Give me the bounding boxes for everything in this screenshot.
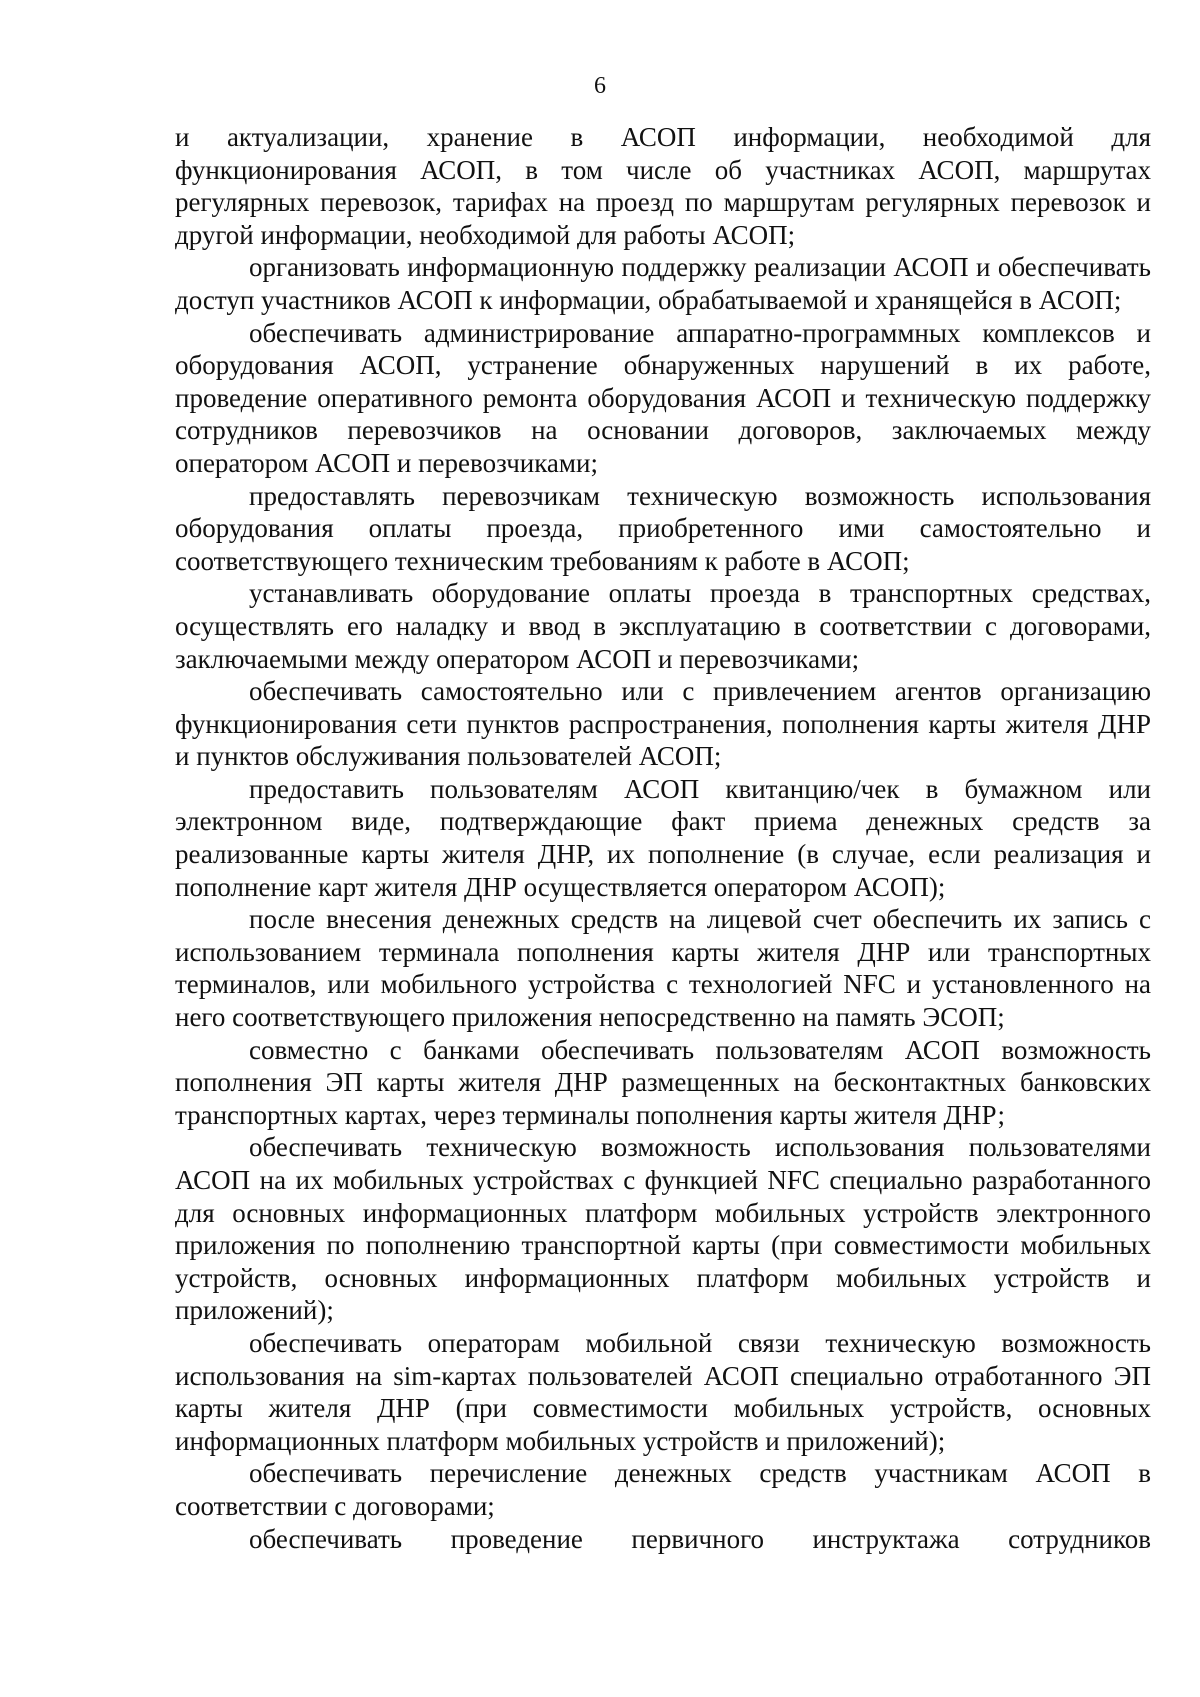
paragraph-bank-topup: совместно с банками обеспечивать пользователям АСОП возможность пополнения ЭП карты жителя ДНР размещенных на бесконтактных банковских транспортных картах, через терминалы пополнения карты жителя ДНР; (175, 1034, 1151, 1130)
paragraph-distribution-network: обеспечивать самостоятельно или с привлечением агентов организацию функционирования сети пунктов распространения, пополнения карты жителя ДНР и пунктов обслуживания пользователей АСОП; (175, 676, 1151, 772)
paragraph-sim-cards: обеспечивать операторам мобильной связи техническую возможность использования на sim-картах пользователей АСОП специально отработанного ЭП карты жителя ДНР (при совместимости мобильных устройств, основных информационных платформ мобильных устройств и приложений); (175, 1327, 1151, 1456)
paragraph-continuation: и актуализации, хранение в АСОП информации, необходимой для функционирования АСОП, в том числе об участниках АСОП, маршрутах регулярных перевозок, тарифах на проезд по маршрутам регулярных перевозок и другой информации, необходимой для работы АСОП; (175, 122, 1151, 250)
paragraph-administration: обеспечивать администрирование аппаратно-программных комплексов и оборудования АСОП, устранение обнаруженных нарушений в их работе, проведение оперативного ремонта оборудования АСОП и техническую поддержку сотрудников перевозчиков на основании договоров, заключаемых между оператором АСОП и перевозчиками; (175, 317, 1151, 478)
paragraph-mobile-app: обеспечивать техническую возможность использования пользователями АСОП на их мобильных устройствах с функцией NFC специально разработанного для основных информационных платформ мобильных устройств электронного приложения по пополнению транспортной карты (при совместимости мобильных устройств, основных информационных платформ мобильных устройств и приложений); (175, 1132, 1151, 1326)
paragraph-initial-instruction: обеспечивать проведение первичного инструктажа сотрудников (249, 1523, 1151, 1554)
paragraph-equipment-installation: устанавливать оборудование оплаты проезда в транспортных средствах, осуществлять его наладку и ввод в эксплуатацию в соответствии с договорами, заключаемыми между оператором АСОП и перевозчиками; (175, 578, 1151, 674)
paragraph-receipts: предоставить пользователям АСОП квитанцию/чек в бумажном или электронном виде, подтверждающие факт приема денежных средств за реализованные карты жителя ДНР, их пополнение (в случае, если реализация и пополнение карт жителя ДНР осуществляется оператором АСОП); (175, 773, 1151, 902)
document-body (175, 121, 1151, 1555)
paragraph-account-recording: после внесения денежных средств на лицевой счет обеспечить их запись с использованием терминала пополнения карты жителя ДНР или транспортных терминалов, или мобильного устройства с технологией NFC и установленного на него соответствующего приложения непосредственно на память ЭСОП; (175, 904, 1151, 1033)
paragraph-information-support: организовать информационную поддержку реализации АСОП и обеспечивать доступ участников АСОП к информации, обрабатываемой и хранящейся в АСОП; (175, 252, 1151, 315)
paragraph-carrier-equipment: предоставлять перевозчикам техническую возможность использования оборудования оплаты проезда, приобретенного ими самостоятельно и соответствующего техническим требованиям к работе в АСОП; (175, 480, 1151, 576)
page-number: 6 (594, 73, 606, 99)
paragraph-fund-transfer: обеспечивать перечисление денежных средств участникам АСОП в соответствии с договорами; (175, 1458, 1151, 1521)
